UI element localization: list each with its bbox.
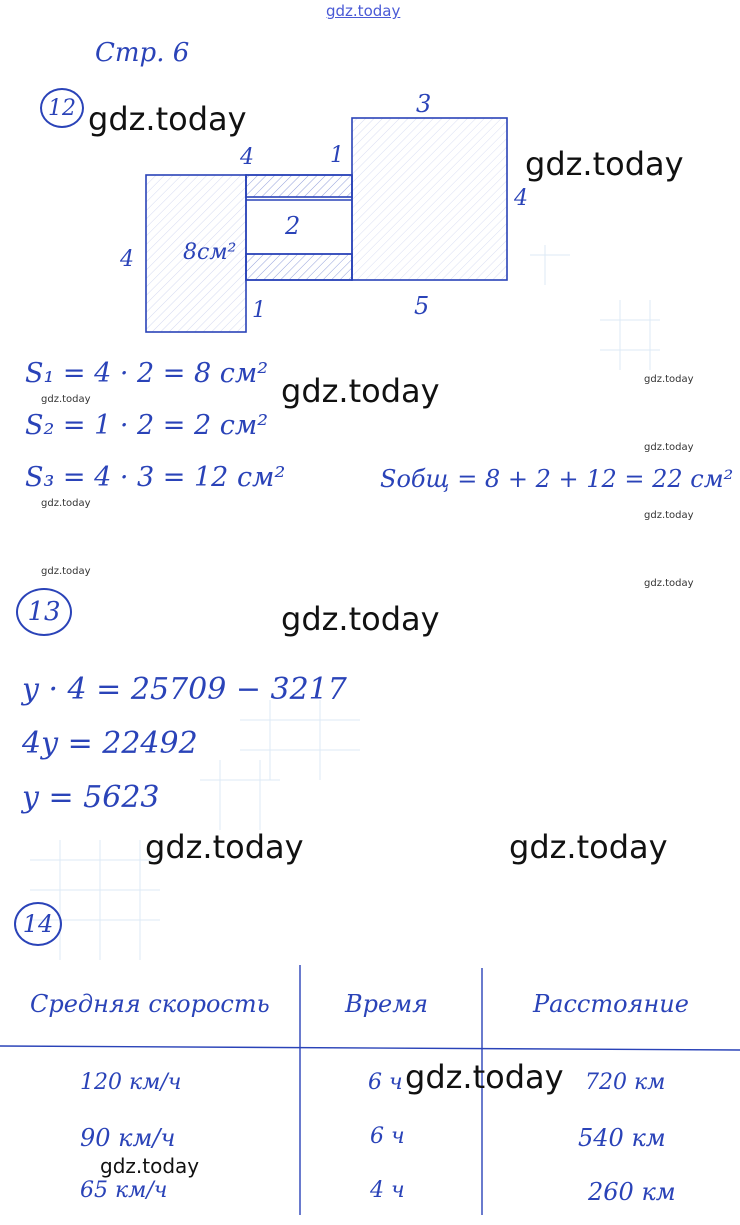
label-right-big: 4 (514, 186, 528, 211)
table-cell: 720 км (585, 1070, 666, 1095)
table-cell: 260 км (588, 1178, 676, 1206)
label-bottom-big: 5 (414, 292, 430, 320)
task-12-number: 12 (40, 88, 84, 128)
watermark: gdz.today (281, 372, 440, 410)
watermark: gdz.today (281, 600, 440, 638)
table-cell: 540 км (578, 1124, 666, 1152)
label-top-big: 3 (416, 90, 432, 118)
watermark-small: gdz.today (644, 510, 694, 521)
task-14-number: 14 (14, 902, 62, 946)
watermark: gdz.today (145, 828, 304, 866)
watermark-small: gdz.today (644, 442, 694, 453)
table-cell: 4 ч (370, 1178, 405, 1203)
task-12-line-3: S₃ = 4 · 3 = 12 см² (25, 462, 286, 493)
watermark: gdz.today (100, 1154, 200, 1178)
table-cell: 65 км/ч (80, 1178, 168, 1203)
task-12-line-1: S₁ = 4 · 2 = 8 см² (25, 358, 269, 389)
label-top-small-left: 4 (240, 145, 254, 170)
watermark-small: gdz.today (41, 498, 91, 509)
table-header-distance: Расстояние (533, 990, 689, 1018)
page-label: Стр. 6 (95, 38, 190, 68)
table-cell: 90 км/ч (80, 1124, 176, 1152)
label-left-big: 4 (120, 247, 134, 272)
task-12-total: Sобщ = 8 + 2 + 12 = 22 см² (380, 465, 734, 493)
label-middle: 2 (285, 212, 301, 240)
watermark-small: gdz.today (41, 394, 91, 405)
label-area-left: 8см² (183, 240, 237, 265)
watermark: gdz.today (88, 100, 247, 138)
watermark: gdz.today (525, 145, 684, 183)
label-top-small-right: 1 (330, 143, 344, 168)
table-cell: 120 км/ч (80, 1070, 182, 1095)
task-12-line-2: S₂ = 1 · 2 = 2 см² (25, 410, 269, 441)
table-cell: 6 ч (370, 1124, 405, 1149)
task-13-number: 13 (16, 588, 72, 636)
table-header-time: Время (345, 990, 428, 1018)
watermark-small: gdz.today (41, 566, 91, 577)
task-13-line-1: y · 4 = 25709 − 3217 (22, 672, 347, 707)
watermark-small: gdz.today (644, 374, 694, 385)
task-13-line-3: y = 5623 (22, 780, 160, 815)
task-13-line-2: 4y = 22492 (22, 726, 198, 761)
table-cell: 6 ч (368, 1070, 403, 1095)
watermark-small: gdz.today (644, 578, 694, 589)
table-header-speed: Средняя скорость (30, 990, 270, 1018)
watermark: gdz.today (405, 1058, 564, 1096)
label-bottom-left: 1 (252, 298, 266, 323)
watermark: gdz.today (509, 828, 668, 866)
watermark-top[interactable]: gdz.today (326, 2, 401, 20)
